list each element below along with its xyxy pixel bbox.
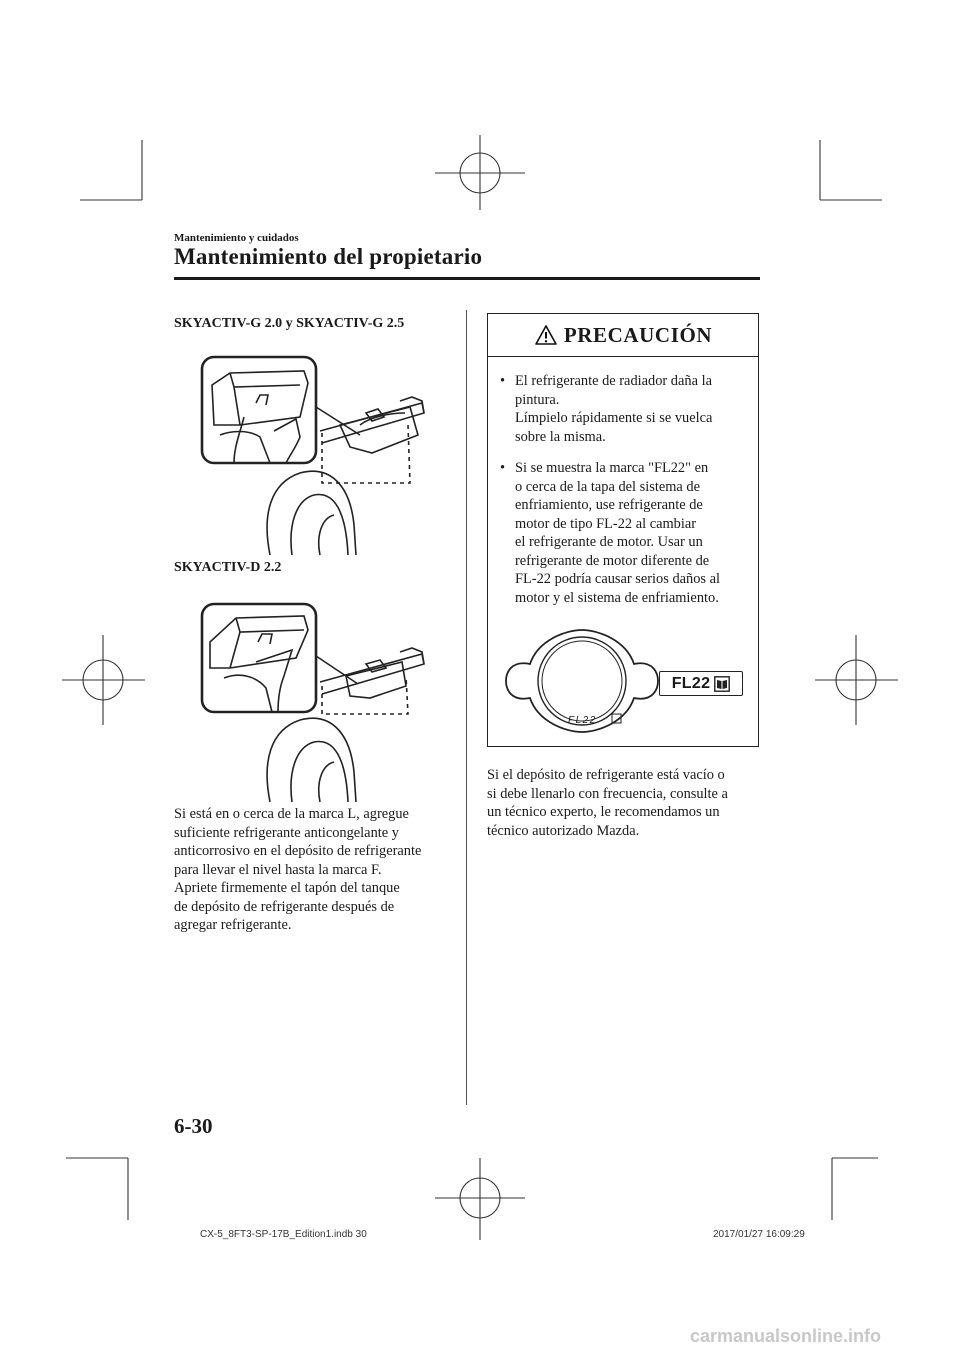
column-divider — [466, 310, 467, 1105]
text-line: enfriamiento, use refrigerante de — [515, 497, 703, 513]
text-line: FL-22 podría causar serios daños al — [515, 571, 721, 587]
left-body-paragraph — [174, 805, 459, 935]
text-line: El refrigerante de radiador daña la — [515, 373, 712, 389]
text-line: el refrigerante de motor. Usar un — [515, 534, 703, 550]
caution-box — [487, 313, 759, 747]
caution-list — [498, 372, 750, 620]
text-line: Límpielo rápidamente si se vuelca — [515, 410, 713, 426]
book-icon — [714, 676, 730, 692]
text-line: si debe llenarlo con frecuencia, consulte a — [487, 785, 728, 802]
text-line: técnico autorizado Mazda. — [487, 822, 640, 839]
page-title: Mantenimiento del propietario — [174, 244, 483, 269]
right-body-paragraph — [487, 766, 777, 840]
coolant-reservoir-illustration-g — [200, 355, 460, 555]
text-line: Si se muestra la marca "FL22" en — [515, 460, 709, 476]
text-line: de depósito de refrigerante después de — [174, 898, 395, 915]
text-line: pintura. — [515, 391, 560, 408]
watermark: carmanualsonline.info — [690, 1326, 882, 1346]
caution-title: PRECAUCIÓN — [563, 322, 713, 347]
text-line: suficiente refrigerante anticongelante y — [174, 824, 399, 841]
text-line: refrigerante de motor diferente de — [515, 552, 710, 569]
fl22-badge-label: FL22 — [671, 674, 711, 692]
text-line: agregar refrigerante. — [174, 917, 292, 933]
coolant-reservoir-illustration-d — [200, 602, 460, 802]
subheading-skyactiv-d: SKYACTIV-D 2.2 — [174, 560, 282, 575]
text-line: motor y el sistema de enfriamiento. — [515, 589, 719, 606]
bullet: • — [500, 373, 506, 389]
page-number: 6-30 — [174, 1114, 213, 1138]
caution-item — [498, 459, 750, 607]
caution-item — [498, 372, 750, 446]
text-line: motor de tipo FL-22 al cambiar — [515, 515, 697, 532]
cap-fl22-label: FL22 — [568, 715, 597, 726]
header-rule — [174, 277, 760, 280]
print-file-info: CX-5_8FT3-SP-17B_Edition1.indb 30 — [200, 1229, 367, 1240]
text-line: anticorrosivo en el depósito de refrigerante — [174, 843, 422, 859]
text-line: Si el depósito de refrigerante está vacío o — [487, 767, 725, 783]
caution-header — [488, 314, 758, 357]
subheading-skyactiv-g: SKYACTIV-G 2.0 y SKYACTIV-G 2.5 — [174, 316, 405, 331]
text-line: o cerca de la tapa del sistema de — [515, 478, 700, 495]
radiator-cap-illustration — [500, 626, 660, 736]
text-line: para llevar el nivel hasta la marca F. — [174, 861, 382, 878]
text-line: sobre la misma. — [515, 428, 606, 445]
fl22-badge — [659, 671, 743, 696]
text-line: Apriete firmemente el tapón del tanque — [174, 880, 400, 896]
text-line: un técnico experto, le recomendamos un — [487, 804, 720, 820]
warning-icon — [534, 324, 558, 346]
text-line: Si está en o cerca de la marca L, agregue — [174, 806, 409, 822]
bullet: • — [500, 460, 506, 476]
print-timestamp: 2017/01/27 16:09:29 — [713, 1229, 805, 1240]
section-label: Mantenimiento y cuidados — [174, 232, 299, 244]
